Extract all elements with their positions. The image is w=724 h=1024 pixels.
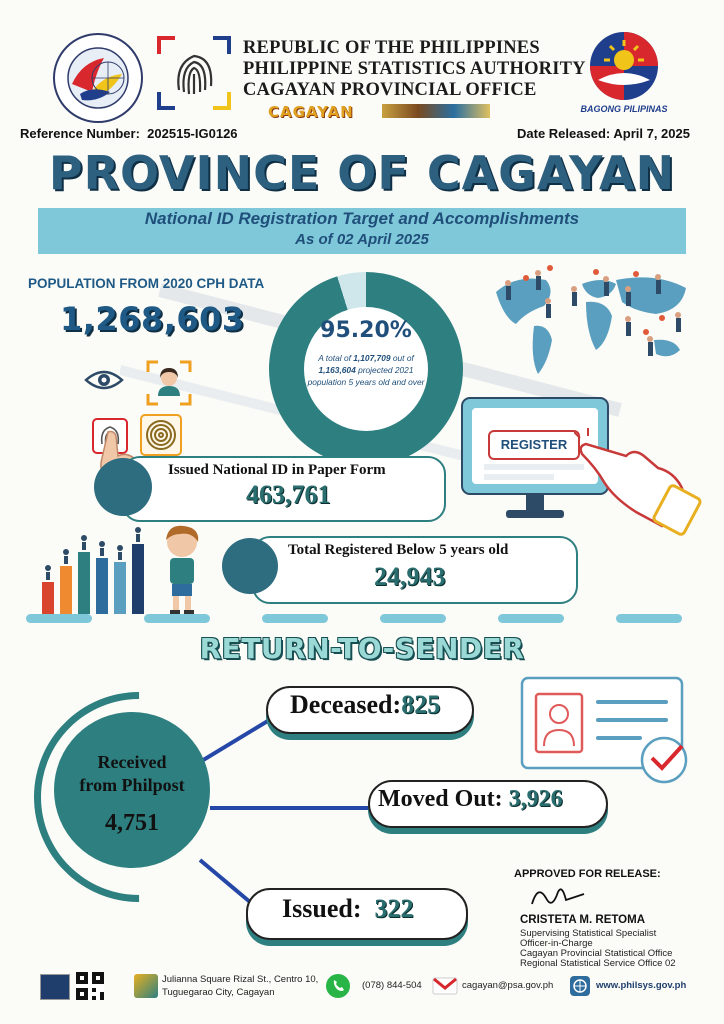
hub-line2: from Philpost [79, 775, 185, 795]
moved-out-text: Moved Out: 3,926 [378, 786, 563, 812]
signer-office1: Cagayan Provincial Statistical Office [520, 948, 673, 959]
signer-position2: Officer-in-Charge [520, 938, 593, 949]
footer-address-line2: Tuguegarao City, Cagayan [162, 987, 275, 998]
world-map-illustration [486, 262, 696, 382]
progress-percent: 95.20% [320, 318, 412, 343]
below-five-value: 24,943 [374, 562, 446, 591]
bagong-pilipinas-logo [588, 30, 660, 102]
iso-badge-icon [40, 974, 70, 1000]
paper-id-label: Issued National ID in Paper Form [168, 462, 386, 478]
bagong-pilipinas-label: BAGONG PILIPINAS [580, 104, 668, 114]
clicking-hand-icon [574, 428, 704, 536]
header-psa: PHILIPPINE STATISTICS AUTHORITY [243, 59, 586, 79]
footer-address-line1: Julianna Square Rizal St., Centro 10, [162, 974, 319, 985]
signer-office2: Regional Statistical Service Office 02 [520, 958, 676, 969]
reference-number: Reference Number: 202515-IG0126 [20, 126, 238, 141]
cagayan-tourism-banner [382, 104, 490, 118]
signer-name: CRISTETA M. RETOMA [520, 914, 646, 926]
footer-email[interactable]: cagayan@psa.gov.ph [462, 980, 554, 991]
growth-bar-chart-illustration [38, 522, 150, 616]
as-of-date: As of 02 April 2025 [295, 231, 429, 248]
below-five-label: Total Registered Below 5 years old [288, 542, 509, 558]
signature-icon [528, 880, 588, 914]
phone-icon [326, 974, 350, 998]
header-republic: REPUBLIC OF THE PHILIPPINES [243, 38, 540, 58]
issued-text: Issued: 322 [282, 894, 414, 923]
face-scan-icon [146, 360, 192, 406]
date-released: Date Released: April 7, 2025 [517, 126, 690, 141]
hub-value: 4,751 [105, 810, 159, 836]
signer-position1: Supervising Statistical Specialist [520, 928, 657, 939]
return-to-sender-title: RETURN-TO-SENDER [199, 632, 525, 665]
page-title: PROVINCE OF CAGAYAN [48, 146, 676, 200]
fingerprint-icon [140, 414, 182, 456]
globe-icon [570, 976, 590, 996]
qr-code-icon [76, 972, 104, 1000]
eye-scan-icon [84, 366, 124, 394]
child-illustration [156, 522, 208, 616]
location-icon [134, 974, 158, 998]
paper-id-value: 463,761 [246, 480, 331, 509]
footer-phone: (078) 844-504 [362, 980, 422, 991]
footer-website[interactable]: www.philsys.gov.ph [596, 980, 687, 991]
population-value: 1,268,603 [60, 300, 245, 338]
philsys-fingerprint-logo [155, 34, 233, 112]
psa-seal [52, 32, 144, 124]
cagayan-logo: CAGAYAN [268, 103, 354, 121]
header-office: CAGAYAN PROVINCIAL OFFICE [243, 80, 537, 100]
register-button[interactable]: REGISTER [488, 430, 580, 460]
gmail-icon [432, 976, 458, 996]
id-card-illustration [520, 676, 706, 786]
deceased-text: Deceased:825 [290, 690, 441, 719]
progress-note: A total of 1,107,709 out of 1,163,604 projected 2021 population 5 years old and over [307, 353, 425, 387]
below-five-marker [222, 538, 278, 594]
population-label: POPULATION FROM 2020 CPH DATA [28, 276, 265, 291]
paper-id-marker [94, 458, 152, 516]
approved-for-release: APPROVED FOR RELEASE: [514, 868, 661, 880]
hub-line1: Received [97, 752, 167, 772]
subtitle: National ID Registration Target and Accomplishments [144, 209, 580, 228]
